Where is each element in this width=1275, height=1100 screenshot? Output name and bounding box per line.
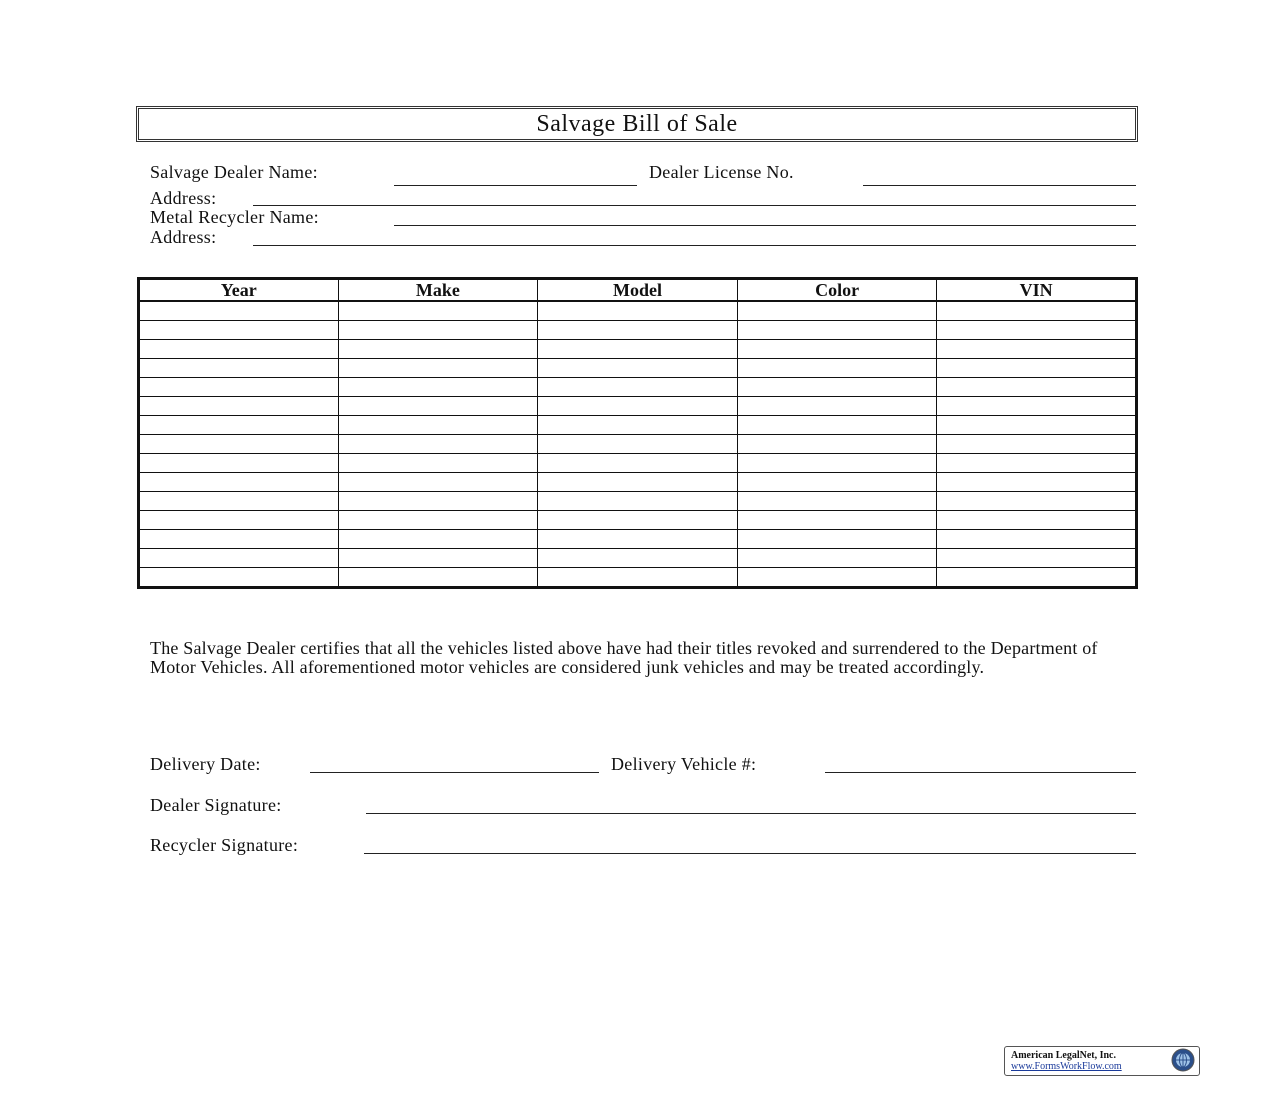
table-cell-year[interactable] <box>139 530 339 549</box>
table-row <box>139 359 1137 378</box>
column-header-vin: VIN <box>937 279 1137 302</box>
table-cell-make[interactable] <box>338 568 538 588</box>
table-cell-model[interactable] <box>538 511 738 530</box>
dealer-license-label: Dealer License No. <box>649 162 794 182</box>
table-row <box>139 378 1137 397</box>
recycler-signature-label: Recycler Signature: <box>150 835 299 855</box>
globe-icon <box>1171 1048 1195 1072</box>
table-cell-year[interactable] <box>139 416 339 435</box>
recycler-signature-field[interactable] <box>364 853 1136 854</box>
table-cell-make[interactable] <box>338 416 538 435</box>
table-cell-year[interactable] <box>139 340 339 359</box>
table-cell-color[interactable] <box>737 397 937 416</box>
delivery-vehicle-label: Delivery Vehicle #: <box>611 754 757 774</box>
table-cell-vin[interactable] <box>937 397 1137 416</box>
dealer-license-field[interactable] <box>863 185 1136 186</box>
logo-company-name: American LegalNet, Inc. <box>1011 1050 1116 1061</box>
table-cell-model[interactable] <box>538 301 738 321</box>
table-cell-vin[interactable] <box>937 454 1137 473</box>
table-cell-make[interactable] <box>338 435 538 454</box>
table-cell-color[interactable] <box>737 530 937 549</box>
table-cell-year[interactable] <box>139 301 339 321</box>
table-cell-make[interactable] <box>338 454 538 473</box>
table-cell-year[interactable] <box>139 511 339 530</box>
table-cell-year[interactable] <box>139 549 339 568</box>
table-row <box>139 321 1137 340</box>
salvage-dealer-name-label: Salvage Dealer Name: <box>150 162 318 182</box>
table-cell-vin[interactable] <box>937 435 1137 454</box>
table-cell-color[interactable] <box>737 416 937 435</box>
table-cell-year[interactable] <box>139 397 339 416</box>
table-cell-color[interactable] <box>737 549 937 568</box>
table-cell-make[interactable] <box>338 511 538 530</box>
certification-text: The Salvage Dealer certifies that all the vehicles listed above have had their titles revoked and surrendered to the Department of Motor Vehicles. All aforementioned motor vehicles are considered junk vehicles and may be treated accordingly. <box>150 638 1098 677</box>
table-cell-model[interactable] <box>538 454 738 473</box>
table-cell-make[interactable] <box>338 301 538 321</box>
table-cell-model[interactable] <box>538 340 738 359</box>
table-cell-make[interactable] <box>338 340 538 359</box>
salvage-dealer-name-field[interactable] <box>394 185 637 186</box>
table-cell-make[interactable] <box>338 492 538 511</box>
table-row <box>139 301 1137 321</box>
table-cell-vin[interactable] <box>937 511 1137 530</box>
vehicle-table <box>137 277 1138 589</box>
delivery-vehicle-field[interactable] <box>825 772 1136 773</box>
dealer-signature-label: Dealer Signature: <box>150 795 282 815</box>
table-cell-color[interactable] <box>737 340 937 359</box>
table-cell-model[interactable] <box>538 416 738 435</box>
table-row <box>139 530 1137 549</box>
column-header-color: Color <box>737 279 937 302</box>
table-cell-color[interactable] <box>737 378 937 397</box>
table-cell-color[interactable] <box>737 492 937 511</box>
table-cell-vin[interactable] <box>937 530 1137 549</box>
table-cell-vin[interactable] <box>937 416 1137 435</box>
vehicle-table-body <box>139 301 1137 588</box>
table-cell-color[interactable] <box>737 454 937 473</box>
table-cell-color[interactable] <box>737 568 937 588</box>
delivery-date-field[interactable] <box>310 772 599 773</box>
table-cell-model[interactable] <box>538 397 738 416</box>
table-cell-make[interactable] <box>338 321 538 340</box>
table-cell-vin[interactable] <box>937 473 1137 492</box>
table-cell-year[interactable] <box>139 359 339 378</box>
dealer-signature-field[interactable] <box>366 813 1136 814</box>
table-cell-year[interactable] <box>139 492 339 511</box>
table-cell-make[interactable] <box>338 378 538 397</box>
column-header-make: Make <box>338 279 538 302</box>
table-row <box>139 340 1137 359</box>
table-cell-vin[interactable] <box>937 568 1137 588</box>
table-cell-model[interactable] <box>538 530 738 549</box>
table-row <box>139 454 1137 473</box>
table-cell-year[interactable] <box>139 435 339 454</box>
table-cell-color[interactable] <box>737 435 937 454</box>
table-cell-year[interactable] <box>139 321 339 340</box>
table-row <box>139 473 1137 492</box>
table-cell-year[interactable] <box>139 454 339 473</box>
table-cell-make[interactable] <box>338 397 538 416</box>
table-cell-year[interactable] <box>139 378 339 397</box>
table-cell-make[interactable] <box>338 473 538 492</box>
table-cell-vin[interactable] <box>937 301 1137 321</box>
table-cell-model[interactable] <box>538 435 738 454</box>
table-cell-model[interactable] <box>538 359 738 378</box>
table-cell-color[interactable] <box>737 321 937 340</box>
table-cell-vin[interactable] <box>937 340 1137 359</box>
column-header-year: Year <box>139 279 339 302</box>
table-row <box>139 492 1137 511</box>
logo-url-link[interactable]: www.FormsWorkFlow.com <box>1011 1061 1122 1072</box>
american-legalnet-logo[interactable] <box>1004 1046 1200 1076</box>
table-cell-color[interactable] <box>737 359 937 378</box>
table-cell-year[interactable] <box>139 473 339 492</box>
table-cell-vin[interactable] <box>937 549 1137 568</box>
table-row <box>139 549 1137 568</box>
address-field-2[interactable] <box>253 245 1136 246</box>
table-cell-make[interactable] <box>338 549 538 568</box>
delivery-date-label: Delivery Date: <box>150 754 261 774</box>
table-row <box>139 397 1137 416</box>
table-cell-vin[interactable] <box>937 378 1137 397</box>
address-label-1: Address: <box>150 188 217 208</box>
table-header-row <box>139 279 1137 302</box>
table-cell-model[interactable] <box>538 321 738 340</box>
table-cell-model[interactable] <box>538 473 738 492</box>
metal-recycler-name-label: Metal Recycler Name: <box>150 207 319 227</box>
table-cell-model[interactable] <box>538 378 738 397</box>
table-cell-make[interactable] <box>338 530 538 549</box>
table-cell-make[interactable] <box>338 359 538 378</box>
table-cell-color[interactable] <box>737 473 937 492</box>
table-cell-vin[interactable] <box>937 492 1137 511</box>
table-row <box>139 435 1137 454</box>
column-header-model: Model <box>538 279 738 302</box>
form-title: Salvage Bill of Sale <box>136 106 1138 142</box>
table-cell-model[interactable] <box>538 549 738 568</box>
table-cell-color[interactable] <box>737 511 937 530</box>
table-cell-vin[interactable] <box>937 359 1137 378</box>
table-cell-model[interactable] <box>538 492 738 511</box>
metal-recycler-name-field[interactable] <box>394 225 1136 226</box>
table-cell-year[interactable] <box>139 568 339 588</box>
address-label-2: Address: <box>150 227 217 247</box>
table-cell-model[interactable] <box>538 568 738 588</box>
table-cell-vin[interactable] <box>937 321 1137 340</box>
table-row <box>139 568 1137 588</box>
table-row <box>139 511 1137 530</box>
address-field-1[interactable] <box>253 205 1136 206</box>
table-row <box>139 416 1137 435</box>
table-cell-color[interactable] <box>737 301 937 321</box>
